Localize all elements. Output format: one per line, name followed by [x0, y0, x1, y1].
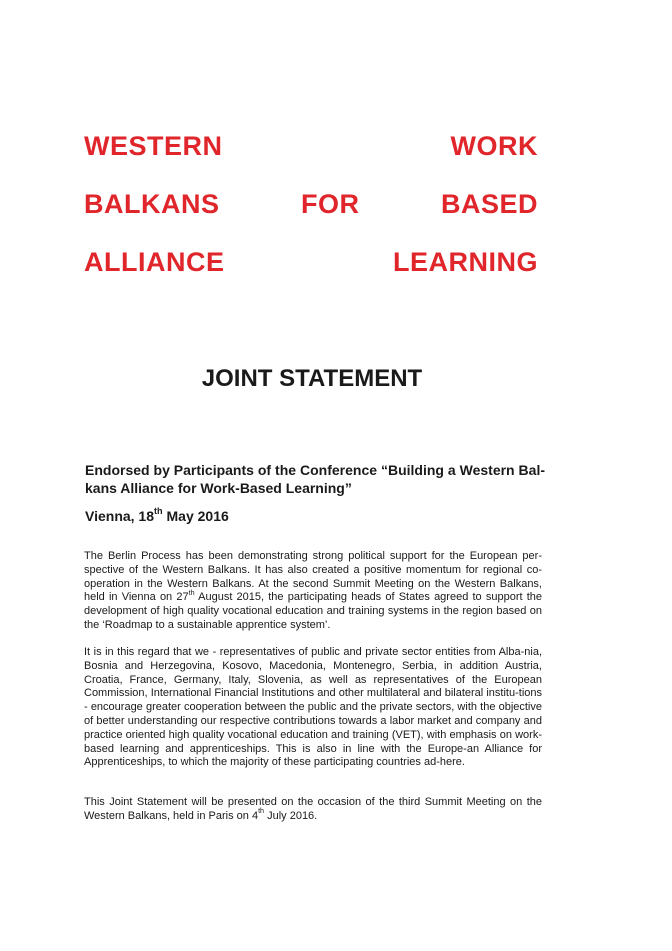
title-line-3	[84, 246, 538, 278]
paragraph-berlin-process	[84, 550, 542, 633]
paragraph-cooperation: It is in this regard that we - representatives of public and private sector entities from Alba-nia, Bosnia and Herzegovina, Kosovo, Macedonia, Montenegro, Serbia, in addition Austria, Croatia, France, Germany, Italy, Slovenia, as well as representatives of the European Commission, International Financial Institutions and other multilateral and bilateral institu-tions - encourage greater cooperation between the public and the private sectors, with the objective of better understanding our respective contributions towards a labor market and company and practice oriented high quality vocational education and training (VET), with emphasis on work-based learning and apprenticeships. This is also in line with the Europe-an Alliance for Apprenticeships, to which the majority of these participating countries ad-here.	[84, 646, 542, 769]
paragraph-text: This Joint Statement will be presented on the occasion of the third Summit Meeting on the Western Balkans, held in Paris on 4	[84, 796, 542, 822]
paragraph-text: The Berlin Process has been demonstrating strong political support for the European per-spective of the Western Balkans. It has also created a positive momentum for regional co-operation in the Western Balkans. At the second Summit Meeting on the Western Balkans, held in Vienna on 27	[84, 550, 542, 604]
title-line-2	[84, 188, 538, 220]
title-word: WORK	[450, 131, 538, 161]
ordinal-suffix: th	[258, 807, 265, 816]
paragraph-text: August 2015, the participating heads of States agreed to support the development of high quality vocational education and training systems in the region based on the ‘Roadmap to a sustainable apprentice system’.	[84, 591, 543, 631]
ordinal-suffix: th	[188, 589, 195, 598]
date-ordinal: th	[154, 506, 163, 517]
paragraph-presentation	[84, 796, 542, 824]
title-word: BASED	[440, 189, 538, 219]
title-word: FOR	[300, 189, 360, 219]
title-word: ALLIANCE	[84, 247, 225, 277]
document-subheading: Endorsed by Participants of the Conference “Building a Western Bal-kans Alliance for Work-Based Learning”	[85, 462, 545, 496]
paragraph-text: July 2016.	[264, 809, 318, 822]
title-word: BALKANS	[84, 189, 220, 219]
title-word: WESTERN	[84, 131, 223, 161]
title-word: LEARNING	[393, 247, 538, 277]
date-suffix: May 2016	[162, 508, 229, 524]
document-heading: JOINT STATEMENT	[201, 365, 423, 392]
title-line-1	[84, 130, 538, 162]
date-prefix: Vienna, 18	[85, 508, 155, 524]
document-date	[85, 507, 229, 525]
